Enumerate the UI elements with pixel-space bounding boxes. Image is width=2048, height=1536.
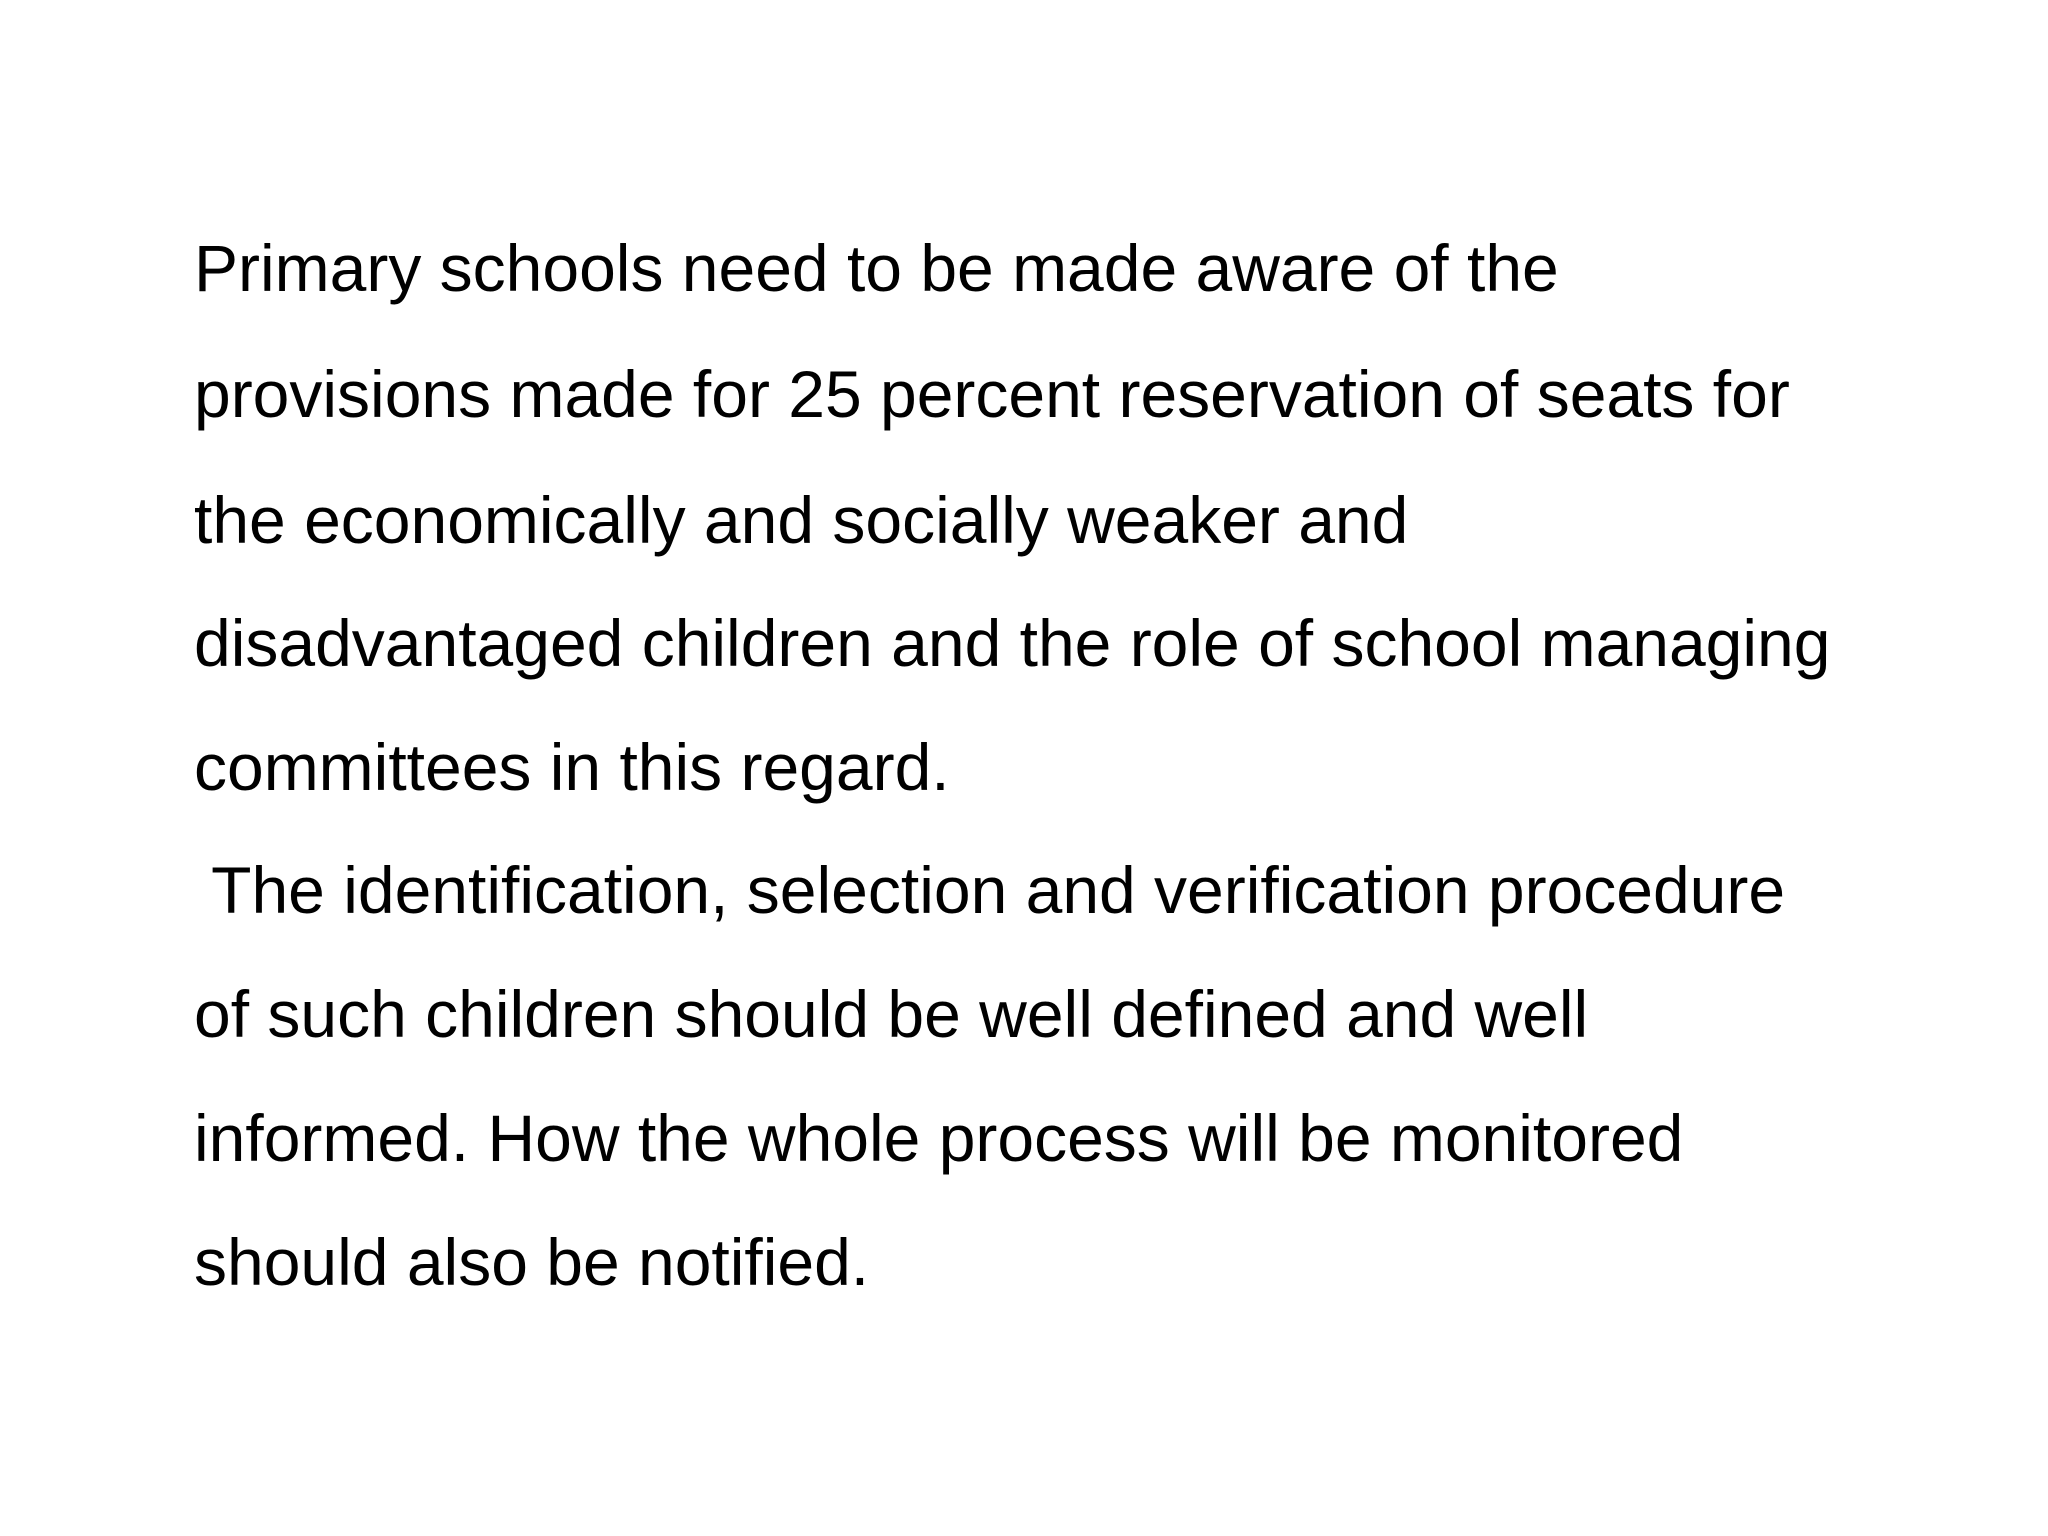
text-line: committees in this regard. [194, 730, 950, 804]
text-line: disadvantaged children and the role of school managing [194, 606, 1831, 680]
text-line: The identification, selection and verification procedure [194, 853, 1786, 927]
text-line: Primary schools need to be made aware of the [194, 231, 1559, 305]
text-line: of such children should be well defined and well [194, 977, 1589, 1051]
text-line: provisions made for 25 percent reservation of seats for [194, 357, 1790, 431]
text-line: the economically and socially weaker and [194, 483, 1409, 557]
text-line: informed. How the whole process will be monitored [194, 1101, 1684, 1175]
text-line: should also be notified. [194, 1225, 870, 1299]
